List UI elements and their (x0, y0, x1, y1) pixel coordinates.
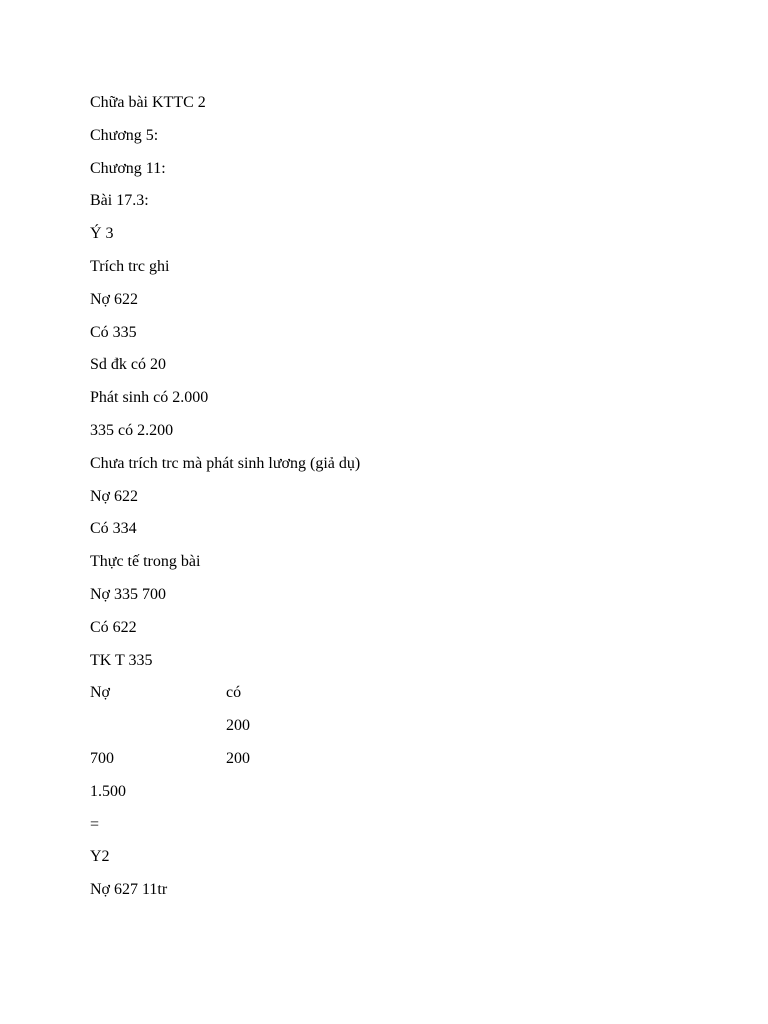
document-title: Chữa bài KTTC 2 (90, 94, 206, 111)
text-line: Có 622 (90, 618, 137, 636)
text-line: Chương 5: (90, 126, 159, 144)
document-body (90, 92, 360, 912)
text-line: 1.500 (90, 782, 126, 800)
t-account-credit-cell: 200 (226, 717, 250, 735)
text-line: Nợ 622 (90, 290, 139, 308)
text-line: Có 334 (90, 520, 137, 538)
text-line: Thực tế trong bài (90, 553, 201, 571)
t-account-debit-header: Nợ (90, 684, 111, 702)
text-line: Y2 (90, 848, 110, 866)
text-line: Sd đk có 20 (90, 356, 166, 374)
text-line: = (90, 815, 100, 833)
text-line: Nợ 622 (90, 487, 139, 505)
text-line: Chưa trích trc mà phát sinh lương (giả dụ) (90, 454, 361, 472)
text-line: Bài 17.3: (90, 192, 149, 210)
text-line: TK T 335 (90, 651, 153, 669)
text-line: Ý 3 (90, 225, 114, 243)
text-line: Phát sinh có 2.000 (90, 389, 209, 407)
t-account-debit-cell: 700 (90, 749, 114, 767)
text-line: Có 335 (90, 323, 137, 341)
t-account-row (90, 715, 360, 748)
t-account-header-row (90, 682, 360, 715)
t-account-credit-header: có (226, 684, 242, 702)
text-line: Nợ 627 11tr (90, 881, 168, 899)
t-account-row (90, 748, 360, 781)
t-account-credit-cell: 200 (226, 749, 250, 767)
text-line: Trích trc ghi (90, 257, 170, 275)
t-account-debit-cell (90, 715, 226, 748)
text-line: 335 có 2.200 (90, 421, 174, 439)
text-line: Chương 11: (90, 159, 166, 177)
text-line: Nợ 335 700 (90, 585, 167, 603)
